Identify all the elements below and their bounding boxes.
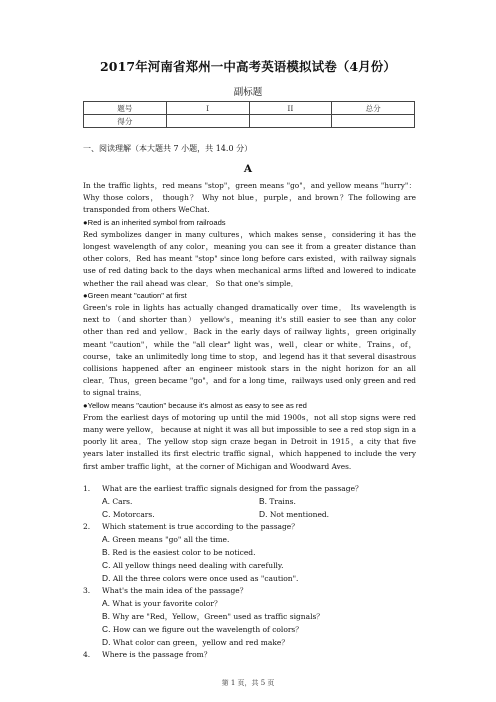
passage-subheading: ●Green meant "caution" at first bbox=[83, 290, 187, 300]
score-table-score-row bbox=[84, 115, 415, 128]
answer-option bbox=[83, 559, 416, 572]
option-row bbox=[83, 495, 416, 508]
option-text: . How can we figure out the wavelength of colors？ bbox=[108, 625, 303, 634]
option-letter: D bbox=[259, 509, 266, 519]
answer-option bbox=[83, 636, 416, 649]
score-cell bbox=[249, 115, 332, 128]
answer-option bbox=[240, 508, 397, 521]
option-row bbox=[83, 508, 416, 521]
option-letter: A bbox=[102, 534, 108, 544]
option-letter: A bbox=[102, 496, 108, 506]
score-header-cell: 题号 bbox=[84, 102, 167, 115]
passage-paragraph: In the traffic lights，red means "stop"，green means "go"，and yellow means "hurry"： Why those colors， though？ Why not blue，purple，and brown？The following are transponded from others WeChat. bbox=[83, 181, 416, 215]
question-number: 3. bbox=[83, 586, 91, 595]
score-cell bbox=[166, 115, 249, 128]
passage-paragraph: Green's role in lights has actually changed dramatically over time． Its wavelength is next to （and shorter than） yellow's，meaning it's still easier to see than any color other than red and yellow．Back in the early days of railway lights，green originally meant "caution"，while the "all clear" light was，well，clear or white．Trains，of，course，take an unlimitedly long time to stop，and legend has it that several disastrous collisions happened after an engineer mistook stars in the night horizon for an all clear．Thus，green became "go"，and for a long time，railways used only green and red to signal trains． bbox=[83, 303, 416, 398]
option-text: . Why are "Red，Yellow，Green" used as traffic signals？ bbox=[107, 612, 324, 621]
option-letter: D bbox=[102, 573, 109, 583]
score-row-label: 得分 bbox=[84, 115, 167, 128]
answer-option bbox=[83, 610, 416, 623]
option-text: . All yellow things need dealing with carefully. bbox=[108, 561, 284, 570]
question-item bbox=[83, 521, 416, 585]
question-stem bbox=[83, 483, 416, 495]
question-text: Where is the passage from？ bbox=[102, 650, 212, 659]
option-letter: B bbox=[102, 547, 108, 557]
question-text: What are the earliest traffic signals designed for from the passage？ bbox=[102, 484, 363, 493]
option-letter: C bbox=[102, 560, 109, 570]
passage-paragraph: Red symbolizes danger in many cultures，which makes sense，considering it has the longest wavelength of any color，meaning you can see it from a greater distance than other colors．Red has meant "stop" since long before cars existed，with railway signals use of red dating back to the days when mechanical arms lifted and lowered to indicate whether the rail ahead was clear． So that one's simple． bbox=[83, 229, 416, 288]
passage-subheading: ●Red is an inherited symbol from railroads bbox=[83, 217, 226, 227]
page-title: 2017年河南省郑州一中高考英语模拟试卷（4月份） bbox=[100, 59, 396, 74]
question-number: 2. bbox=[83, 522, 91, 531]
section-heading: 一、阅读理解（本大题共 7 小题，共 14.0 分） bbox=[83, 144, 253, 153]
page-footer: 第 1 页，共 5 页 bbox=[221, 679, 275, 687]
option-text: . What is your favorite color？ bbox=[107, 599, 222, 608]
score-cell bbox=[332, 115, 415, 128]
passage-paragraph: From the earliest days of motoring up until the mid 1900s，not all stop signs were red many were yellow， because at night it was all but impossible to see a red stop sign in a poorly lit area．The yellow stop sign craze began in Detroit in 1915，a city that five years later installed its first electric traffic signal，which happened to include the very first amber traffic light，at the corner of Michigan and Woodward Aves. bbox=[83, 412, 416, 471]
answer-option bbox=[83, 546, 416, 559]
answer-option bbox=[83, 533, 416, 546]
option-letter: B bbox=[259, 496, 265, 506]
option-text: . Cars. bbox=[107, 497, 133, 506]
answer-option bbox=[83, 495, 240, 508]
question-text: What's the main idea of the passage？ bbox=[102, 586, 248, 595]
option-letter: C bbox=[102, 624, 109, 634]
score-header-cell: 总分 bbox=[332, 102, 415, 115]
question-stem bbox=[83, 649, 416, 661]
option-letter: B bbox=[102, 611, 108, 621]
option-letter: D bbox=[102, 637, 109, 647]
question-stem bbox=[83, 585, 416, 597]
question-item bbox=[83, 483, 416, 521]
question-number: 4. bbox=[83, 650, 91, 659]
option-letter: A bbox=[102, 598, 108, 608]
page-subtitle: 副标题 bbox=[233, 87, 263, 98]
answer-option bbox=[83, 508, 240, 521]
passage-subheading: ●Yellow means "caution" because it's almost as easy to see as red bbox=[83, 400, 307, 410]
option-text: . Trains. bbox=[264, 497, 296, 506]
part-label: A bbox=[243, 163, 253, 175]
option-letter: C bbox=[102, 509, 109, 519]
option-text: . Green means "go" all the time. bbox=[107, 535, 230, 544]
question-item bbox=[83, 585, 416, 649]
answer-option bbox=[83, 623, 416, 636]
score-table-header-row bbox=[84, 102, 415, 115]
option-text: . Motorcars. bbox=[108, 510, 155, 519]
reading-passage bbox=[83, 180, 416, 473]
score-header-cell: II bbox=[249, 102, 332, 115]
answer-option bbox=[240, 495, 397, 508]
question-text: Which statement is true according to the passage？ bbox=[102, 522, 299, 531]
question-list bbox=[83, 483, 416, 661]
option-text: . All the three colors were once used as "caution". bbox=[108, 574, 299, 583]
question-number: 1. bbox=[83, 484, 91, 493]
option-text: . Red is the easiest color to be noticed. bbox=[107, 548, 256, 557]
answer-option bbox=[83, 597, 416, 610]
answer-option bbox=[83, 572, 416, 585]
question-item bbox=[83, 649, 416, 661]
score-header-cell: I bbox=[166, 102, 249, 115]
option-text: . Not mentioned. bbox=[265, 510, 330, 519]
option-text: . What color can green，yellow and red make？ bbox=[108, 638, 289, 647]
question-stem bbox=[83, 521, 416, 533]
score-table bbox=[83, 101, 415, 128]
